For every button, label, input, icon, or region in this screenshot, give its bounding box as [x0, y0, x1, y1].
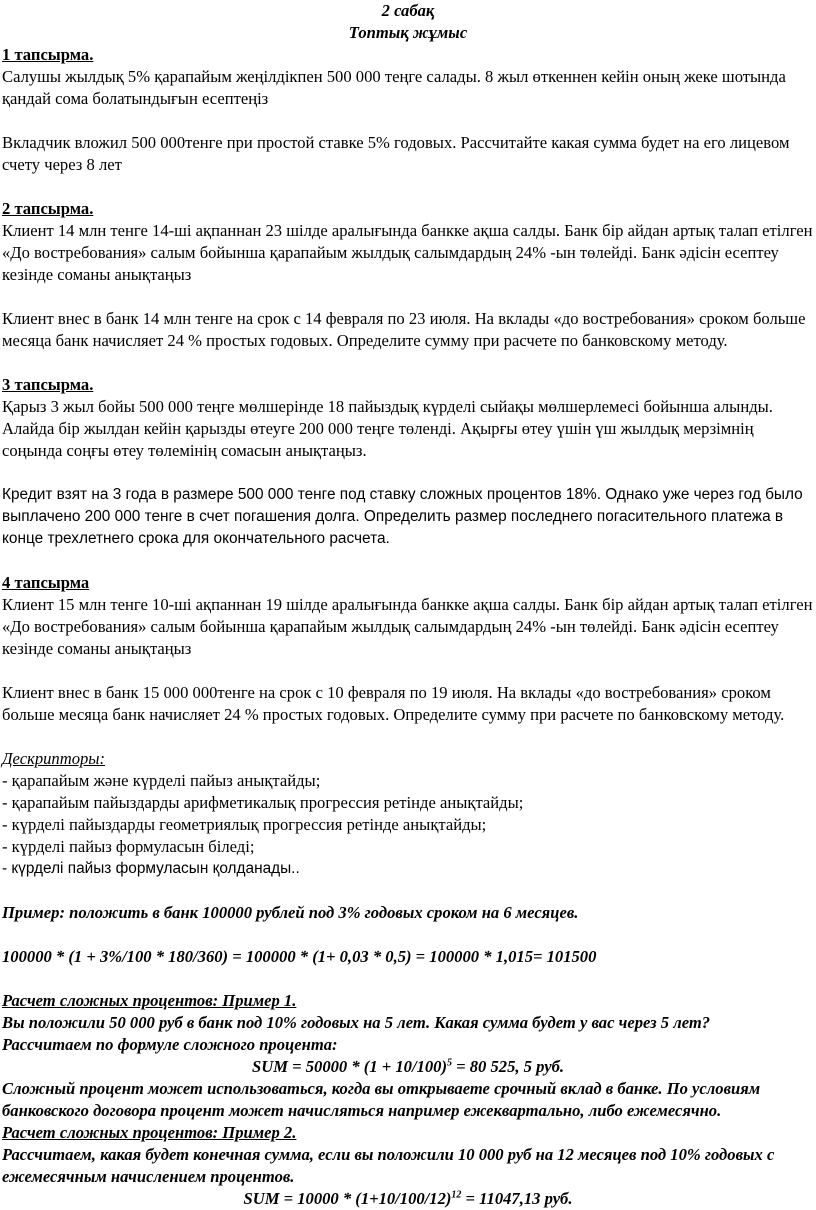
task2-kz-text: Клиент 14 млн тенге 14-ші ақпаннан 23 шілде аралығында банкке ақша салды. Банк бір айдан артық талап етілген «До востребования» салым бойынша қарапайым жылдық салымдардың 24% -ын төлейді. Банк әдісін есептеу кезінде соманы анықтаңыз — [2, 221, 813, 284]
compound1-note: Сложный процент может использоваться, когда вы открываете срочный вклад в банке. По условиям банковского договора процент может начисляться например ежеквартально, либо ежемесячно. — [2, 1079, 761, 1120]
task4-heading: 4 тапсырма — [2, 573, 90, 592]
example-section — [2, 902, 814, 990]
compound2-formula-base: SUM = 10000 * (1+10/100/12) — [243, 1189, 452, 1208]
compound1-line1: Вы положили 50 000 руб в банк под 10% годовых на 5 лет. Какая сумма будет у вас через 5 лет? — [2, 1013, 711, 1032]
compound1-heading: Расчет сложных процентов: Пример 1. — [2, 991, 297, 1010]
task3-heading: 3 тапсырма. — [2, 375, 94, 394]
task2-section — [2, 198, 814, 374]
compound2-formula-result: = 11047,13 руб. — [461, 1189, 573, 1208]
document-page — [2, 0, 814, 1210]
compound-example-2 — [2, 1122, 814, 1210]
task2-heading: 2 тапсырма. — [2, 199, 94, 218]
compound2-heading: Расчет сложных процентов: Пример 2. — [2, 1123, 297, 1142]
descriptor-item: - күрделі пайыз формуласын біледі; — [2, 837, 255, 856]
task1-ru-text: Вкладчик вложил 500 000тенге при простой ставке 5% годовых. Рассчитайте какая сумма будет на его лицевом счету через 8 лет — [2, 133, 790, 174]
compound2-line1: Рассчитаем, какая будет конечная сумма, если вы положили 10 000 руб на 12 месяцев под 10% годовых с ежемесячным начислением процентов. — [2, 1145, 775, 1186]
lesson-title: 2 сабақ — [381, 1, 435, 20]
task1-section — [2, 44, 814, 198]
task2-ru-text: Клиент внес в банк 14 млн тенге на срок с 14 февраля по 23 июля. На вклады «до востребования» сроком больше месяца банк начисляет 24 % простых годовых. Определите сумму при расчете по банковскому методу. — [2, 309, 806, 350]
task1-kz-text: Салушы жылдық 5% қарапайым жеңілдікпен 500 000 теңге салады. 8 жыл өткеннен кейін оның жеке шотында қандай сома болатындығын есептеңіз — [2, 67, 786, 108]
descriptors-section — [2, 748, 814, 902]
compound1-formula-base: SUM = 50000 * (1 + 10/100) — [252, 1057, 447, 1076]
lesson-subtitle: Топтық жұмыс — [348, 23, 468, 42]
compound1-formula-result: = 80 525, 5 руб. — [452, 1057, 564, 1076]
descriptor-item: - қарапайым пайыздарды арифметикалық прогрессия ретінде анықтайды; — [2, 793, 524, 812]
task1-heading: 1 тапсырма. — [2, 45, 94, 64]
example-formula: 100000 * (1 + 3%/100 * 180/360) = 100000 * (1+ 0,03 * 0,5) = 100000 * 1,015= 101500 — [2, 947, 597, 966]
descriptor-item: - күрделі пайыз формуласын қолданады.. — [2, 860, 300, 877]
task3-kz-text: Қарыз 3 жыл бойы 500 000 теңге мөлшерінде 18 пайыздық күрделі сыйақы мөлшерлемесі бойынша алынды. Алайда бір жылдан кейін қарызды өтеуге 200 000 теңге төленді. Ақырғы өтеу үшін үш жылдық мерзімнің соңында соңғы өтеу төлемінің сомасын анықтаңыз. — [2, 397, 773, 460]
compound2-formula-exponent: 12 — [451, 1189, 462, 1201]
descriptor-item: - күрделі пайыздарды геометриялық прогрессия ретінде анықтайды; — [2, 815, 487, 834]
compound1-formula — [2, 1056, 814, 1078]
compound1-formula-exponent: 5 — [447, 1057, 452, 1069]
task3-ru-text: Кредит взят на 3 года в размере 500 000 тенге под ставку сложных процентов 18%. Однако уже через год было выплачено 200 000 тенге в счет погашения долга. Определить размер последнего погасительного платежа в конце трехлетнего срока для окончательного расчета. — [2, 486, 803, 547]
compound-example-1 — [2, 990, 814, 1122]
compound1-line2: Рассчитаем по формуле сложного процента: — [2, 1035, 338, 1054]
example-intro: Пример: положить в банк 100000 рублей под 3% годовых сроком на 6 месяцев. — [2, 903, 579, 922]
descriptors-heading: Дескрипторы: — [2, 749, 106, 768]
task4-kz-text: Клиент 15 млн тенге 10-ші ақпаннан 19 шілде аралығында банкке ақша салды. Банк бір айдан артық талап етілген «До востребования» салым бойынша қарапайым жылдық салымдардың 24% -ын төлейді. Банк әдісін есептеу кезінде соманы анықтаңыз — [2, 595, 813, 658]
descriptor-item: - қарапайым және күрделі пайыз анықтайды; — [2, 771, 321, 790]
task4-section — [2, 572, 814, 748]
task3-section — [2, 374, 814, 572]
task4-ru-text: Клиент внес в банк 15 000 000тенге на срок с 10 февраля по 19 июля. На вклады «до востребования» сроком больше месяца банк начисляет 24 % простых годовых. Определите сумму при расчете по банковскому методу. — [2, 683, 785, 724]
